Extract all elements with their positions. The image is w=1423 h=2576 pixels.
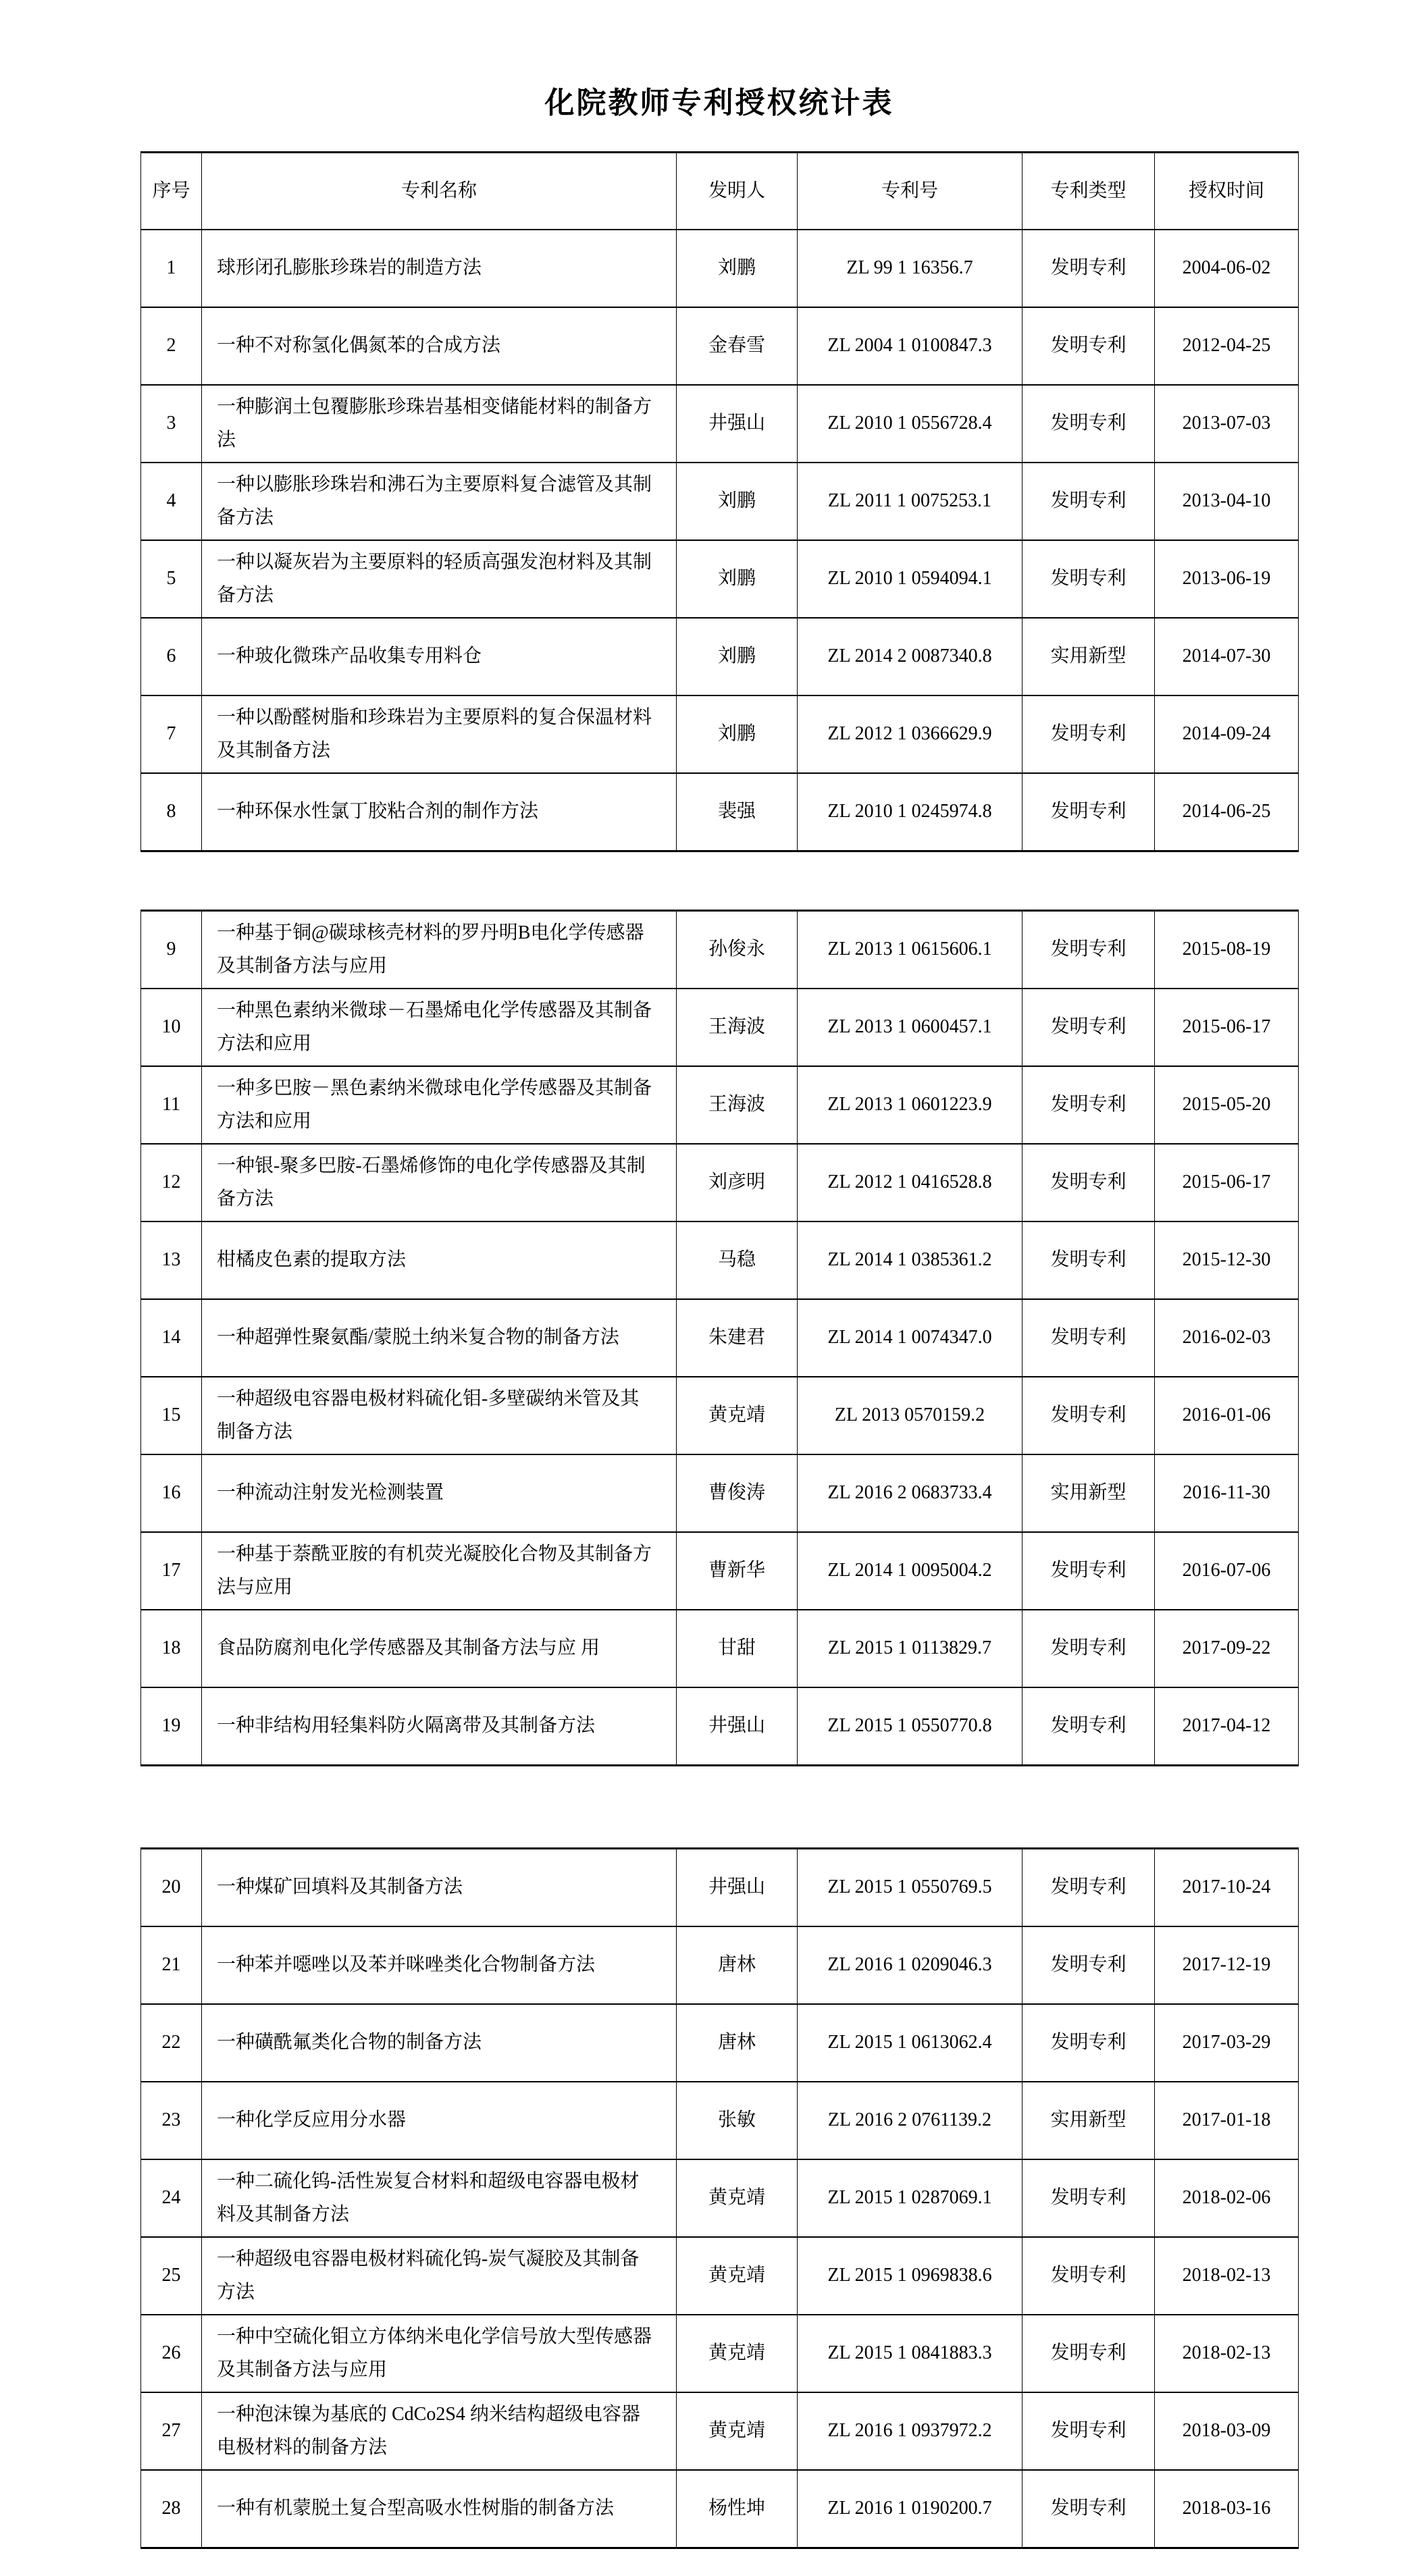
cell-inventor: 刘彦明: [677, 1144, 798, 1221]
table-section-1: [140, 151, 1299, 852]
cell-patent-name: 球形闭孔膨胀珍珠岩的制造方法: [202, 230, 677, 307]
cell-grant-date: 2015-06-17: [1155, 989, 1299, 1066]
cell-no: 25: [141, 2237, 202, 2315]
cell-patent-type: 发明专利: [1023, 463, 1155, 540]
cell-patent-type: 发明专利: [1023, 2470, 1155, 2548]
cell-inventor: 王海波: [677, 989, 798, 1066]
cell-patent-type: 实用新型: [1023, 2082, 1155, 2159]
table-row: [141, 618, 1299, 695]
cell-inventor: 刘鹏: [677, 463, 798, 540]
cell-patent-name: 一种基于铜@碳球核壳材料的罗丹明B电化学传感器及其制备方法与应用: [202, 911, 677, 989]
cell-grant-date: 2016-11-30: [1155, 1454, 1299, 1532]
cell-grant-date: 2018-03-09: [1155, 2392, 1299, 2470]
column-header-no: 序号: [141, 153, 202, 230]
cell-patent-type: 发明专利: [1023, 911, 1155, 989]
cell-grant-date: 2014-06-25: [1155, 773, 1299, 851]
cell-patent-number: ZL 2010 1 0556728.4: [798, 385, 1023, 463]
table-section-3: [140, 1847, 1299, 2549]
cell-patent-name: 一种超级电容器电极材料硫化钼-多壁碳纳米管及其制备方法: [202, 1377, 677, 1454]
cell-patent-number: ZL 2015 1 0287069.1: [798, 2159, 1023, 2237]
cell-patent-name: 一种超弹性聚氨酯/蒙脱土纳米复合物的制备方法: [202, 1299, 677, 1377]
table-row: [141, 540, 1299, 618]
cell-grant-date: 2018-02-13: [1155, 2315, 1299, 2392]
cell-patent-number: ZL 2015 1 0113829.7: [798, 1610, 1023, 1687]
cell-no: 10: [141, 989, 202, 1066]
cell-inventor: 井强山: [677, 1849, 798, 1927]
cell-patent-number: ZL 2016 2 0683733.4: [798, 1454, 1023, 1532]
cell-grant-date: 2018-02-13: [1155, 2237, 1299, 2315]
table-row: [141, 1066, 1299, 1144]
cell-patent-number: ZL 2015 1 0841883.3: [798, 2315, 1023, 2392]
cell-patent-type: 发明专利: [1023, 1532, 1155, 1610]
cell-no: 5: [141, 540, 202, 618]
cell-patent-type: 发明专利: [1023, 2159, 1155, 2237]
cell-patent-type: 发明专利: [1023, 2392, 1155, 2470]
cell-no: 3: [141, 385, 202, 463]
cell-patent-number: ZL 2016 2 0761139.2: [798, 2082, 1023, 2159]
table-row: [141, 1377, 1299, 1454]
cell-no: 16: [141, 1454, 202, 1532]
cell-grant-date: 2016-02-03: [1155, 1299, 1299, 1377]
cell-inventor: 黄克靖: [677, 2237, 798, 2315]
cell-patent-type: 实用新型: [1023, 1454, 1155, 1532]
cell-patent-number: ZL 2011 1 0075253.1: [798, 463, 1023, 540]
cell-no: 1: [141, 230, 202, 307]
cell-grant-date: 2018-02-06: [1155, 2159, 1299, 2237]
table-row: [141, 1221, 1299, 1299]
cell-patent-type: 发明专利: [1023, 230, 1155, 307]
cell-patent-type: 发明专利: [1023, 1144, 1155, 1221]
cell-patent-name: 一种黑色素纳米微球－石墨烯电化学传感器及其制备方法和应用: [202, 989, 677, 1066]
cell-inventor: 刘鹏: [677, 618, 798, 695]
table-row: [141, 1926, 1299, 2004]
cell-grant-date: 2017-01-18: [1155, 2082, 1299, 2159]
cell-no: 12: [141, 1144, 202, 1221]
cell-inventor: 黄克靖: [677, 2315, 798, 2392]
cell-grant-date: 2018-03-16: [1155, 2470, 1299, 2548]
cell-no: 15: [141, 1377, 202, 1454]
cell-patent-number: ZL 2016 1 0209046.3: [798, 1926, 1023, 2004]
cell-patent-type: 发明专利: [1023, 307, 1155, 385]
cell-no: 9: [141, 911, 202, 989]
cell-grant-date: 2014-07-30: [1155, 618, 1299, 695]
table-row: [141, 1532, 1299, 1610]
cell-inventor: 孙俊永: [677, 911, 798, 989]
cell-inventor: 刘鹏: [677, 230, 798, 307]
cell-patent-number: ZL 2010 1 0594094.1: [798, 540, 1023, 618]
cell-patent-type: 发明专利: [1023, 1849, 1155, 1927]
cell-patent-number: ZL 2015 1 0613062.4: [798, 2004, 1023, 2082]
cell-grant-date: 2015-05-20: [1155, 1066, 1299, 1144]
cell-inventor: 黄克靖: [677, 2392, 798, 2470]
table-row: [141, 2159, 1299, 2237]
cell-patent-name: 一种超级电容器电极材料硫化钨-炭气凝胶及其制备方法: [202, 2237, 677, 2315]
table-row: [141, 230, 1299, 307]
cell-no: 2: [141, 307, 202, 385]
cell-patent-number: ZL 2015 1 0550770.8: [798, 1687, 1023, 1766]
table-row: [141, 2004, 1299, 2082]
cell-patent-number: ZL 2014 1 0385361.2: [798, 1221, 1023, 1299]
cell-patent-name: 一种非结构用轻集料防火隔离带及其制备方法: [202, 1687, 677, 1766]
cell-patent-number: ZL 2013 0570159.2: [798, 1377, 1023, 1454]
cell-no: 18: [141, 1610, 202, 1687]
table-section-2: [140, 910, 1299, 1766]
cell-patent-number: ZL 2016 1 0937972.2: [798, 2392, 1023, 2470]
cell-grant-date: 2015-08-19: [1155, 911, 1299, 989]
cell-no: 27: [141, 2392, 202, 2470]
cell-patent-name: 一种环保水性氯丁胶粘合剂的制作方法: [202, 773, 677, 851]
cell-patent-number: ZL 2014 2 0087340.8: [798, 618, 1023, 695]
cell-grant-date: 2013-04-10: [1155, 463, 1299, 540]
table-row: [141, 911, 1299, 989]
cell-patent-name: 一种泡沫镍为基底的 CdCo2S4 纳米结构超级电容器电极材料的制备方法: [202, 2392, 677, 2470]
cell-no: 21: [141, 1926, 202, 2004]
cell-patent-name: 一种银-聚多巴胺-石墨烯修饰的电化学传感器及其制备方法: [202, 1144, 677, 1221]
cell-patent-type: 发明专利: [1023, 1610, 1155, 1687]
cell-inventor: 曹俊涛: [677, 1454, 798, 1532]
cell-patent-number: ZL 2015 1 0969838.6: [798, 2237, 1023, 2315]
cell-no: 17: [141, 1532, 202, 1610]
cell-patent-name: 一种苯并噁唑以及苯并咪唑类化合物制备方法: [202, 1926, 677, 2004]
cell-inventor: 王海波: [677, 1066, 798, 1144]
cell-no: 4: [141, 463, 202, 540]
cell-patent-type: 发明专利: [1023, 1299, 1155, 1377]
cell-grant-date: 2017-03-29: [1155, 2004, 1299, 2082]
cell-patent-number: ZL 2013 1 0601223.9: [798, 1066, 1023, 1144]
cell-patent-type: 发明专利: [1023, 1377, 1155, 1454]
cell-no: 28: [141, 2470, 202, 2548]
cell-patent-name: 一种多巴胺－黑色素纳米微球电化学传感器及其制备方法和应用: [202, 1066, 677, 1144]
header-row: [141, 153, 1299, 230]
cell-grant-date: 2013-06-19: [1155, 540, 1299, 618]
cell-grant-date: 2017-04-12: [1155, 1687, 1299, 1766]
cell-no: 7: [141, 695, 202, 773]
cell-patent-type: 实用新型: [1023, 618, 1155, 695]
cell-inventor: 曹新华: [677, 1532, 798, 1610]
cell-patent-number: ZL 2016 1 0190200.7: [798, 2470, 1023, 2548]
cell-patent-type: 发明专利: [1023, 1926, 1155, 2004]
patent-table: [140, 151, 1298, 2549]
cell-patent-type: 发明专利: [1023, 2237, 1155, 2315]
cell-patent-name: 一种玻化微珠产品收集专用料仓: [202, 618, 677, 695]
cell-inventor: 金春雪: [677, 307, 798, 385]
cell-patent-type: 发明专利: [1023, 989, 1155, 1066]
cell-grant-date: 2017-10-24: [1155, 1849, 1299, 1927]
cell-no: 6: [141, 618, 202, 695]
cell-patent-number: ZL 2014 1 0074347.0: [798, 1299, 1023, 1377]
cell-patent-name: 一种煤矿回填料及其制备方法: [202, 1849, 677, 1927]
cell-patent-name: 一种有机蒙脱土复合型高吸水性树脂的制备方法: [202, 2470, 677, 2548]
cell-patent-type: 发明专利: [1023, 695, 1155, 773]
table-row: [141, 1454, 1299, 1532]
table-row: [141, 2392, 1299, 2470]
cell-patent-number: ZL 2012 1 0416528.8: [798, 1144, 1023, 1221]
cell-patent-name: 一种磺酰氟类化合物的制备方法: [202, 2004, 677, 2082]
cell-grant-date: 2014-09-24: [1155, 695, 1299, 773]
table-row: [141, 695, 1299, 773]
cell-patent-number: ZL 99 1 16356.7: [798, 230, 1023, 307]
cell-patent-number: ZL 2015 1 0550769.5: [798, 1849, 1023, 1927]
cell-patent-number: ZL 2013 1 0600457.1: [798, 989, 1023, 1066]
cell-patent-name: 一种化学反应用分水器: [202, 2082, 677, 2159]
cell-no: 19: [141, 1687, 202, 1766]
cell-patent-type: 发明专利: [1023, 2315, 1155, 2392]
cell-inventor: 朱建君: [677, 1299, 798, 1377]
cell-no: 24: [141, 2159, 202, 2237]
cell-inventor: 唐林: [677, 1926, 798, 2004]
cell-no: 8: [141, 773, 202, 851]
cell-no: 13: [141, 1221, 202, 1299]
cell-grant-date: 2012-04-25: [1155, 307, 1299, 385]
cell-grant-date: 2016-01-06: [1155, 1377, 1299, 1454]
cell-no: 23: [141, 2082, 202, 2159]
cell-patent-name: 一种以凝灰岩为主要原料的轻质高强发泡材料及其制备方法: [202, 540, 677, 618]
cell-patent-name: 食品防腐剂电化学传感器及其制备方法与应 用: [202, 1610, 677, 1687]
table-row: [141, 1687, 1299, 1766]
cell-inventor: 甘甜: [677, 1610, 798, 1687]
table-row: [141, 989, 1299, 1066]
column-header-date: 授权时间: [1155, 153, 1299, 230]
cell-patent-number: ZL 2014 1 0095004.2: [798, 1532, 1023, 1610]
table-row: [141, 2082, 1299, 2159]
cell-patent-type: 发明专利: [1023, 540, 1155, 618]
cell-patent-type: 发明专利: [1023, 1066, 1155, 1144]
column-header-name: 专利名称: [202, 153, 677, 230]
cell-patent-number: ZL 2012 1 0366629.9: [798, 695, 1023, 773]
cell-inventor: 张敏: [677, 2082, 798, 2159]
cell-inventor: 刘鹏: [677, 695, 798, 773]
cell-inventor: 马稳: [677, 1221, 798, 1299]
cell-patent-name: 一种二硫化钨-活性炭复合材料和超级电容器电极材料及其制备方法: [202, 2159, 677, 2237]
cell-patent-type: 发明专利: [1023, 1687, 1155, 1766]
cell-grant-date: 2015-12-30: [1155, 1221, 1299, 1299]
cell-no: 20: [141, 1849, 202, 1927]
cell-grant-date: 2016-07-06: [1155, 1532, 1299, 1610]
cell-patent-type: 发明专利: [1023, 2004, 1155, 2082]
cell-patent-name: 一种不对称氢化偶氮苯的合成方法: [202, 307, 677, 385]
table-row: [141, 1299, 1299, 1377]
table-row: [141, 2470, 1299, 2548]
cell-grant-date: 2017-12-19: [1155, 1926, 1299, 2004]
cell-patent-name: 一种膨润土包覆膨胀珍珠岩基相变储能材料的制备方法: [202, 385, 677, 463]
cell-patent-name: 一种基于萘酰亚胺的有机荧光凝胶化合物及其制备方法与应用: [202, 1532, 677, 1610]
cell-no: 14: [141, 1299, 202, 1377]
column-header-inventor: 发明人: [677, 153, 798, 230]
cell-patent-number: ZL 2004 1 0100847.3: [798, 307, 1023, 385]
cell-inventor: 黄克靖: [677, 2159, 798, 2237]
cell-patent-name: 一种中空硫化钼立方体纳米电化学信号放大型传感器及其制备方法与应用: [202, 2315, 677, 2392]
cell-no: 26: [141, 2315, 202, 2392]
cell-no: 11: [141, 1066, 202, 1144]
cell-patent-type: 发明专利: [1023, 773, 1155, 851]
cell-inventor: 井强山: [677, 1687, 798, 1766]
table-row: [141, 1144, 1299, 1221]
cell-inventor: 刘鹏: [677, 540, 798, 618]
cell-inventor: 唐林: [677, 2004, 798, 2082]
column-header-type: 专利类型: [1023, 153, 1155, 230]
cell-inventor: 裴强: [677, 773, 798, 851]
cell-patent-type: 发明专利: [1023, 1221, 1155, 1299]
cell-grant-date: 2017-09-22: [1155, 1610, 1299, 1687]
cell-no: 22: [141, 2004, 202, 2082]
cell-grant-date: 2013-07-03: [1155, 385, 1299, 463]
cell-patent-type: 发明专利: [1023, 385, 1155, 463]
table-row: [141, 2237, 1299, 2315]
cell-patent-number: ZL 2010 1 0245974.8: [798, 773, 1023, 851]
table-row: [141, 307, 1299, 385]
table-row: [141, 463, 1299, 540]
cell-grant-date: 2004-06-02: [1155, 230, 1299, 307]
column-header-patent_no: 专利号: [798, 153, 1023, 230]
table-row: [141, 1610, 1299, 1687]
table-row: [141, 773, 1299, 851]
cell-inventor: 井强山: [677, 385, 798, 463]
table-row: [141, 2315, 1299, 2392]
cell-grant-date: 2015-06-17: [1155, 1144, 1299, 1221]
cell-patent-name: 一种流动注射发光检测装置: [202, 1454, 677, 1532]
page-title: 化院教师专利授权统计表: [544, 86, 894, 120]
cell-patent-number: ZL 2013 1 0615606.1: [798, 911, 1023, 989]
cell-inventor: 杨性坤: [677, 2470, 798, 2548]
cell-patent-name: 柑橘皮色素的提取方法: [202, 1221, 677, 1299]
table-row: [141, 385, 1299, 463]
cell-patent-name: 一种以膨胀珍珠岩和沸石为主要原料复合滤管及其制备方法: [202, 463, 677, 540]
table-row: [141, 1849, 1299, 1927]
cell-inventor: 黄克靖: [677, 1377, 798, 1454]
cell-patent-name: 一种以酚醛树脂和珍珠岩为主要原料的复合保温材料及其制备方法: [202, 695, 677, 773]
